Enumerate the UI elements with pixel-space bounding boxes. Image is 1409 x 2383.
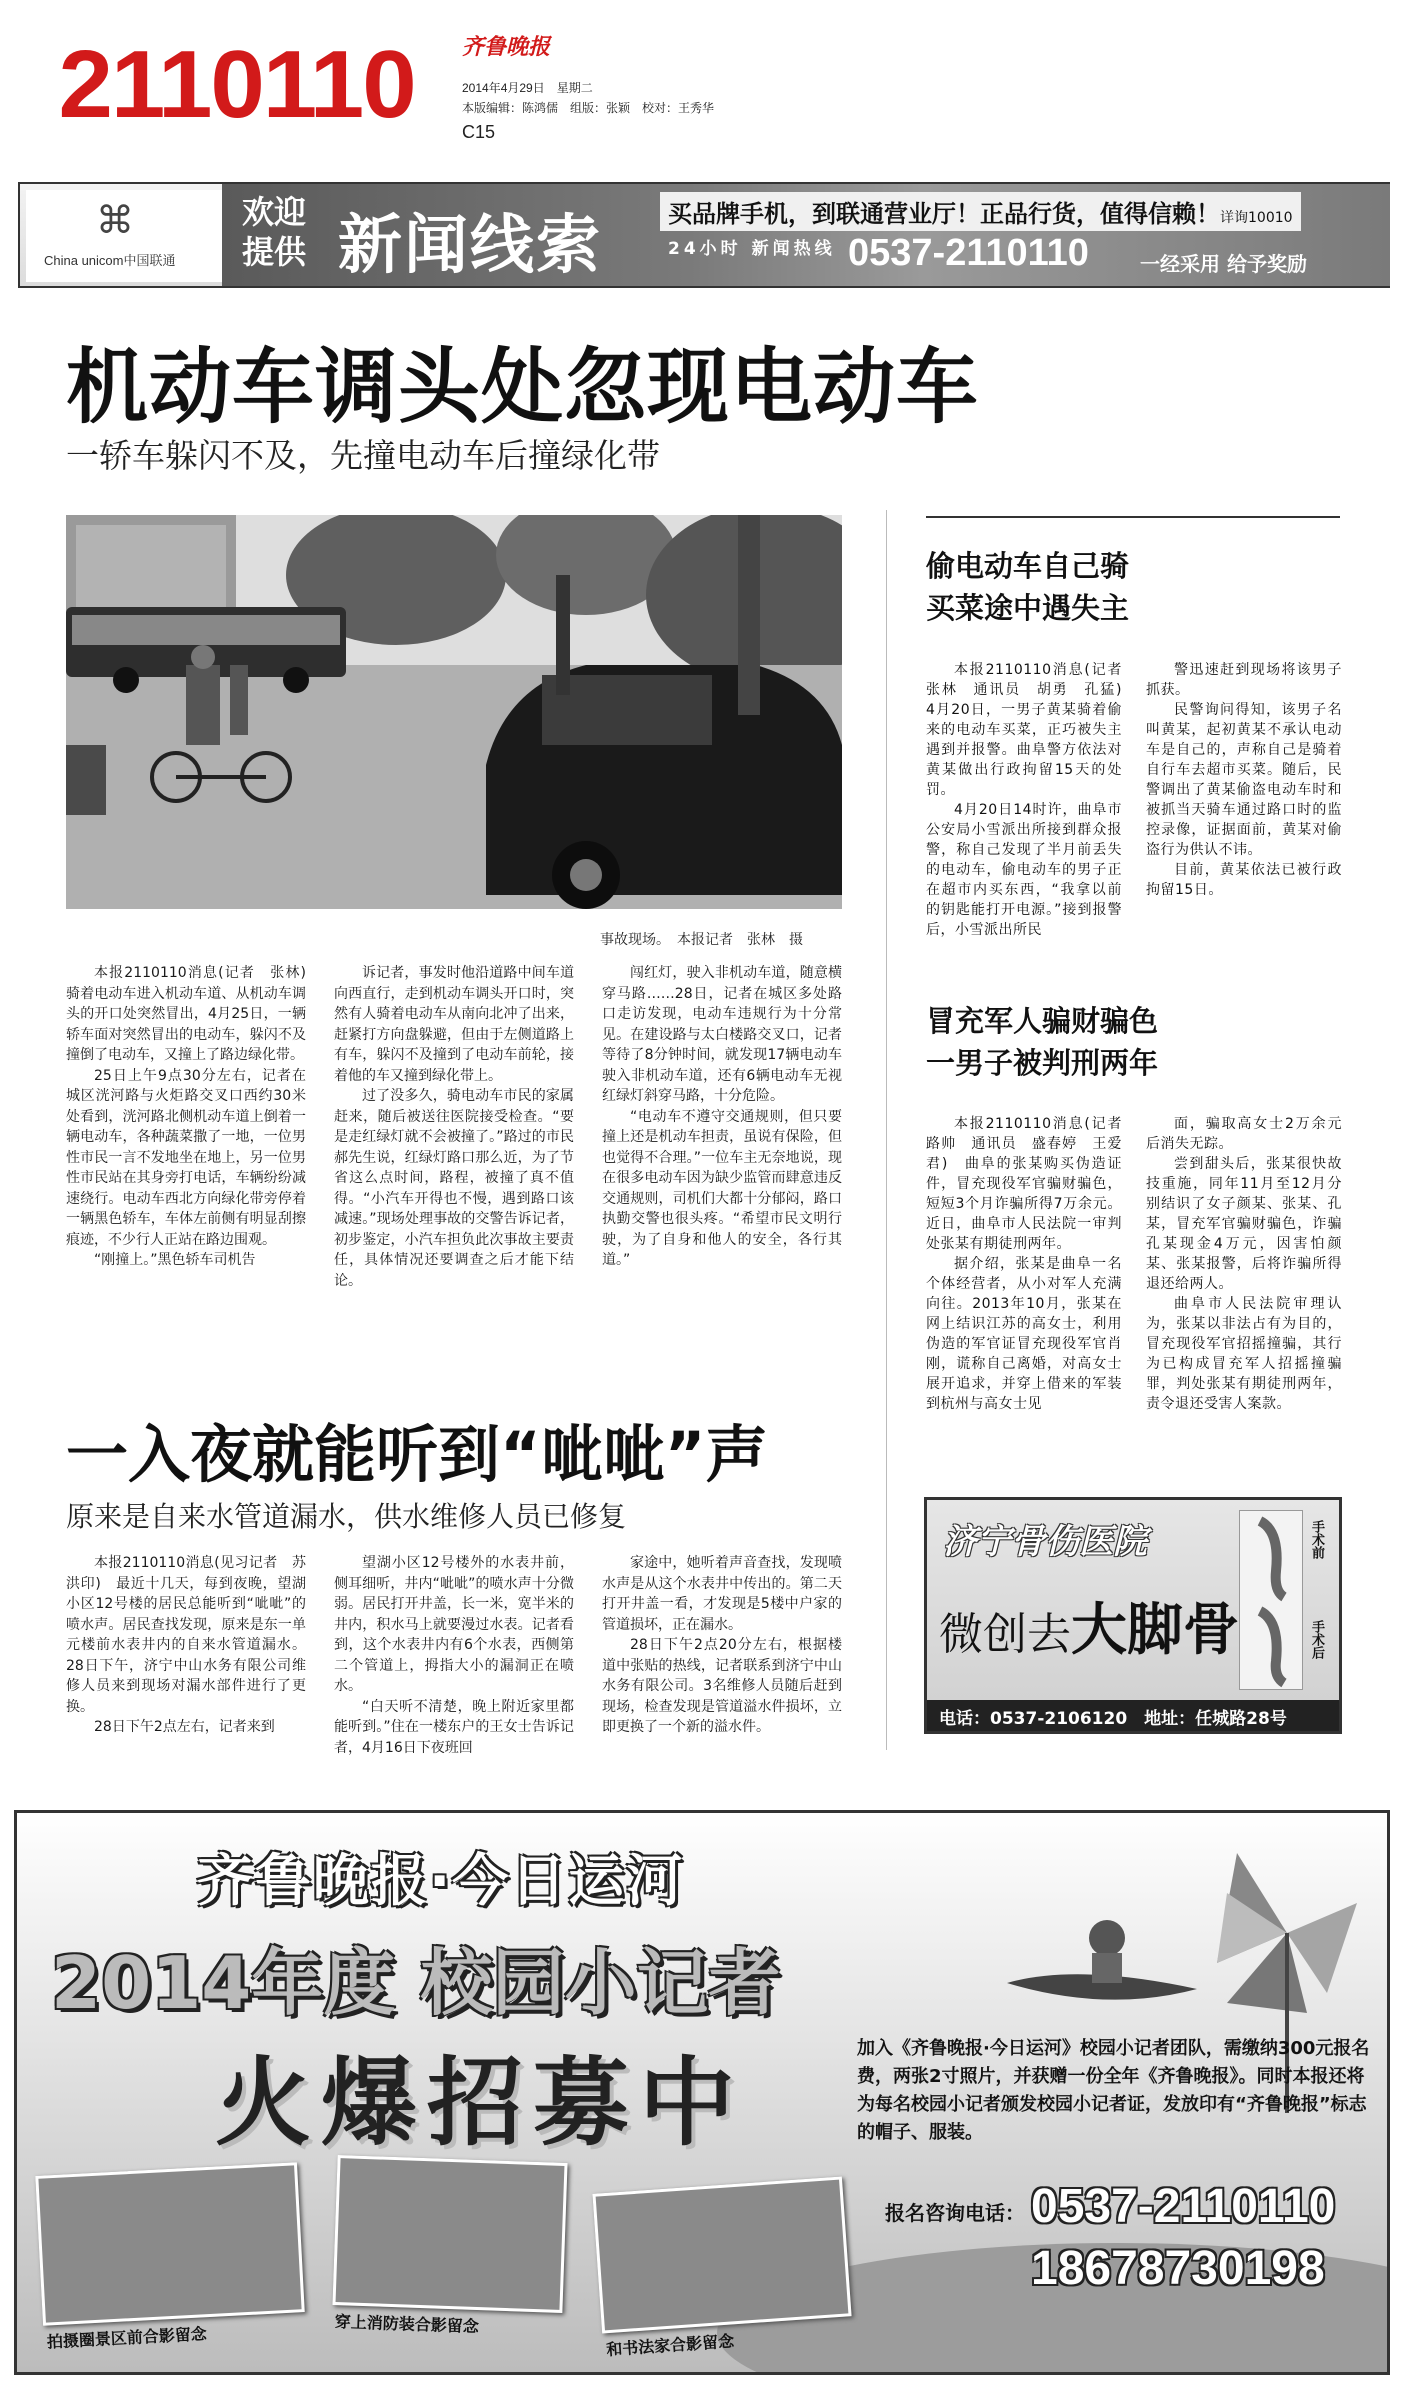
after-label: 手术后 (1309, 1620, 1324, 1659)
article2-headline: 一入夜就能听到“呲呲”声 (66, 1418, 768, 1491)
side1-column-2 (1146, 660, 1342, 900)
hospital-slogan (939, 1586, 1239, 1666)
side1-column-1 (926, 660, 1137, 940)
recruit-ad (14, 1810, 1390, 2375)
recruit-year-title: 2014年度 校园小记者 (51, 1941, 781, 2025)
banner-ad-small: 详询10010 (1220, 210, 1293, 226)
unicom-logo-text: China unicom中国联通 (44, 253, 176, 268)
paragraph: 尝到甜头后，张某很快故技重施，同年11月至12月分别结识了女子颜某、张某、孔某，冒充军官骗财骗色，诈骗孔某现金4万元，因害怕颜某、张某报警，后将诈骗所得退还给两人。 (1146, 1156, 1342, 1292)
recruit-photo-3 (592, 2176, 851, 2360)
recruit-hot-title: 火爆招募中 (215, 2047, 745, 2159)
paragraph: 25日上午9点30分左右，记者在城区洸河路与火炬路交叉口西约30米处看到，洸河路北侧机动车道上倒着一辆电动车，各种蔬菜撒了一地，一位男性市民一言不发地坐在地上，另一位男性市民站在其身旁打电话，车辆纷纷减速绕行。电动车西北方向绿化带旁停着一辆黑色轿车，车体左前侧有明显刮擦痕迹，不少行人正站在路边围观。 (66, 1067, 306, 1248)
side2-column-1 (926, 1114, 1137, 1414)
paragraph: 28日下午2点左右，记者来到 (94, 1719, 275, 1735)
recruit-phone-2: 18678730198 (1031, 2242, 1325, 2295)
paragraph: 4月20日14时许，曲阜市公安局小雪派出所接到群众报警，称自己发现了半月前丢失的电动车，偷电动车的男子正在超市内买东西，“我拿以前的钥匙能打开电源。”接到报警后，小雪派出所民 (926, 802, 1122, 938)
paragraph: 28日下午2点20分左右，根据楼道中张贴的热线，记者联系到济宁中山水务有限公司。3名维修人员随后赶到现场，检查发现是管道溢水件损坏，立即更换了一个新的溢水件。 (602, 1637, 842, 1735)
foot-xray-image (1239, 1510, 1303, 1690)
paragraph: 闯红灯，驶入非机动车道，随意横穿马路……28日，记者在城区多处路口走访发现，电动车违规行为十分常见。在建设路与太白楼路交叉口，记者等待了8分钟时间，就发现17辆电动车驶入非机动车道，还有6辆电动车无视红绿灯斜穿马路，十分危险。 (602, 965, 842, 1104)
paragraph: 过了没多久，骑电动车市民的家属赶来，随后被送往医院接受检查。“要是走红绿灯就不会被撞了。”路过的市民郝先生说，红绿灯路口那么近，为了节省这么点时间，路程，被撞了真不值得。“小汽车开得也不慢，遇到路口该减速。”现场处理事故的交警告诉记者，初步鉴定，小汽车担负此次事故主要责任，具体情况还要调查之后才能下结论。 (334, 1088, 574, 1289)
paragraph: 本报2110110消息(见习记者 苏洪印) 最近十几天，每到夜晚，望湖小区12号楼的居民总能听到“呲呲”的喷水声。居民查找发现，原来是东一单元楼前水表井内的自来水管道漏水。28日下午，济宁中山水务有限公司维修人员来到现场对漏水部件进行了更换。 (66, 1555, 306, 1715)
paragraph: 本报2110110消息(记者 路帅 通讯员 盛春婷 王爱君) 曲阜的张某购买伪造证件，冒充现役军官骗财骗色，短短3个月诈骗所得7万余元。近日，曲阜市人民法院一审判处张某有期徒刑两年。 (926, 1116, 1137, 1252)
article1-subhead: 一轿车躲闪不及，先撞电动车后撞绿化带 (66, 436, 660, 475)
slogan-main: 大脚骨 (1071, 1597, 1239, 1663)
unicom-logo (26, 190, 222, 282)
photo-caption: 事故现场。 本报记者 张林 摄 (600, 932, 803, 948)
editors-line: 本版编辑：陈鸿儒 组版：张颖 校对：王秀华 (462, 101, 715, 115)
reward-label: 一经采用 给予奖励 (1140, 252, 1307, 276)
masthead-hotline-number: 2110110 (58, 31, 415, 138)
side2-title-line1: 冒充军人骗财骗色 (926, 1004, 1159, 1038)
side1-title (926, 545, 1129, 629)
foot-icon (1240, 1511, 1302, 1689)
accident-photo (66, 515, 842, 909)
side1-title-line1: 偷电动车自己骑 (926, 549, 1130, 583)
paragraph: 据介绍，张某是曲阜一名个体经营者，从小对军人充满向往。2013年10月，张某在网上结识江苏的高女士，利用伪造的军官证冒充现役军官肖刚，谎称自己离婚，对高女士展开追求，并穿上借来的军装到杭州与高女士见 (926, 1256, 1122, 1412)
photo-2-caption: 穿上消防装合影留念 (334, 2312, 480, 2337)
banner-ad-text (660, 192, 1301, 231)
article2-column-1 (66, 1553, 306, 1738)
recruit-photo-1 (35, 2162, 304, 2352)
accident-photo-illustration (66, 515, 842, 909)
paragraph: 曲阜市人民法院审理认为，张某以非法占有为目的，冒充现役军官招摇撞骗，其行为已构成冒充军人招摇撞骗罪，判处张某有期徒刑两年，责令退还受害人案款。 (1146, 1296, 1342, 1412)
hotline-label: 24小时 新闻热线 (668, 239, 836, 259)
paragraph: 民警询问得知，该男子名叫黄某，起初黄某不承认电动车是自己的，声称自己是骑着自行车去超市买菜。随后，民警调出了黄某偷盗电动车时和被抓当天骑车通过路口时的监控录像，证据面前，黄某对偷盗行为供认不讳。 (1146, 702, 1342, 858)
hotline-number: 0537-2110110 (848, 232, 1089, 274)
side-top-rule (926, 516, 1340, 518)
paragraph: “电动车不遵守交通规则，但只要撞上还是机动车担责，虽说有保险，但也觉得不合理。”一位车主无奈地说，现在很多电动车因为缺少监管而肆意违反交通规则，司机们大都十分郁闷，路口执勤交警也很头疼。“希望市民文明行驶，为了自身和他人的安全，各行其道。” (602, 1108, 842, 1268)
recruit-photo-2 (332, 2155, 567, 2337)
side1-title-line2: 买菜途中遇失主 (926, 591, 1130, 625)
side2-title-line2: 一男子被判刑两年 (926, 1046, 1159, 1080)
hospital-ad (924, 1497, 1342, 1734)
welcome-label: 欢迎提供 (242, 193, 307, 271)
paragraph: 本报2110110消息(记者 张林 通讯员 胡勇 孔猛) 4月20日，一男子黄某骑着偷来的电动车买菜，正巧被失主遇到并报警。曲阜警方依法对黄某做出行政拘留15天的处罚。 (926, 662, 1137, 798)
unicom-knot-icon: ⌘ (96, 198, 134, 242)
article1-column-3 (602, 963, 842, 1271)
column-divider (886, 510, 887, 1750)
photo-1-caption: 拍摄圈景区前合影留念 (46, 2324, 208, 2352)
hospital-name: 济宁骨伤医院 (943, 1522, 1147, 1562)
paragraph: 面，骗取高女士2万余元后消失无踪。 (1146, 1116, 1342, 1152)
article1-column-2 (334, 963, 574, 1291)
hospital-footer: 电话：0537-2106120 地址：任城路28号 (927, 1700, 1339, 1731)
recruit-description: 加入《齐鲁晚报·今日运河》校园小记者团队，需缴纳300元报名费，两张2寸照片，并获赠一份全年《齐鲁晚报》。同时本报还将为每名校园小记者颁发校园小记者证，发放印有“齐鲁晚报”标志的帽子、服装。 (857, 2038, 1370, 2143)
paragraph: “刚撞上。”黑色轿车司机告 (94, 1252, 256, 1268)
banner-ad-main: 买品牌手机，到联通营业厅！正品行货，值得信赖！ (668, 200, 1220, 228)
recruit-contact-label: 报名咨询电话： (885, 2201, 1025, 2225)
article2-column-3 (602, 1553, 842, 1738)
slogan-prefix: 微创去 (939, 1609, 1071, 1660)
paragraph: 本报2110110消息(记者 张林) 骑着电动车进入机动车道、从机动车调头的开口处突然冒出，4月25日，一辆轿车面对突然冒出的电动车，躲闪不及撞倒了电动车，又撞上了路边绿化带。 (66, 965, 320, 1063)
paragraph: 家途中，她听着声音查找，发现喷水声是从这个水表井中传出的。第二天打开井盖一看，才发现是5楼中户家的管道损坏，正在漏水。 (602, 1555, 842, 1633)
masthead-brand-logo: 齐鲁晚报 (462, 34, 551, 60)
paragraph: “白天听不清楚，晚上附近家里都能听到。”住在一楼东户的王女士告诉记者，4月16日下夜班回 (334, 1698, 574, 1756)
page-number: C15 (462, 122, 496, 142)
paragraph: 望湖小区12号楼外的水表井前，侧耳细听，井内“呲呲”的喷水声十分微弱。居民打开井盖，长一米，宽半米的井内，积水马上就要漫过水表。记者看到，这个水表井内有6个水表，西侧第二个管道上，拇指大小的漏洞正在喷水。 (334, 1555, 574, 1694)
masthead-meta (462, 78, 714, 118)
paragraph: 目前，黄某依法已被行政拘留15日。 (1146, 862, 1342, 898)
recruit-brand: 齐鲁晚报·今日运河 (197, 1849, 685, 1914)
article1-column-1 (66, 963, 320, 1271)
side2-title (926, 1000, 1158, 1084)
unicom-banner-ad (18, 182, 1390, 288)
date-line: 2014年4月29日 星期二 (462, 81, 593, 95)
news-tip-title: 新闻线索 (338, 208, 602, 283)
recruit-phone-1: 0537-2110110 (1031, 2180, 1336, 2233)
article1-headline: 机动车调头处忽现电动车 (66, 340, 980, 435)
photo-3-caption: 和书法家合影留念 (605, 2331, 735, 2360)
before-label: 手术前 (1309, 1520, 1324, 1559)
article2-column-2 (334, 1553, 574, 1758)
side2-column-2 (1146, 1114, 1342, 1414)
paragraph: 诉记者，事发时他沿道路中间车道向西直行，走到机动车调头开口时，突然有人骑着电动车从南向北冲了出来，赶紧打方向盘躲避，但由于左侧道路上有车，躲闪不及撞到了电动车前轮，接着他的车又撞到绿化带上。 (334, 965, 574, 1084)
article2-subhead: 原来是自来水管道漏水，供水维修人员已修复 (66, 1500, 627, 1533)
paragraph: 警迅速赶到现场将该男子抓获。 (1146, 662, 1342, 698)
